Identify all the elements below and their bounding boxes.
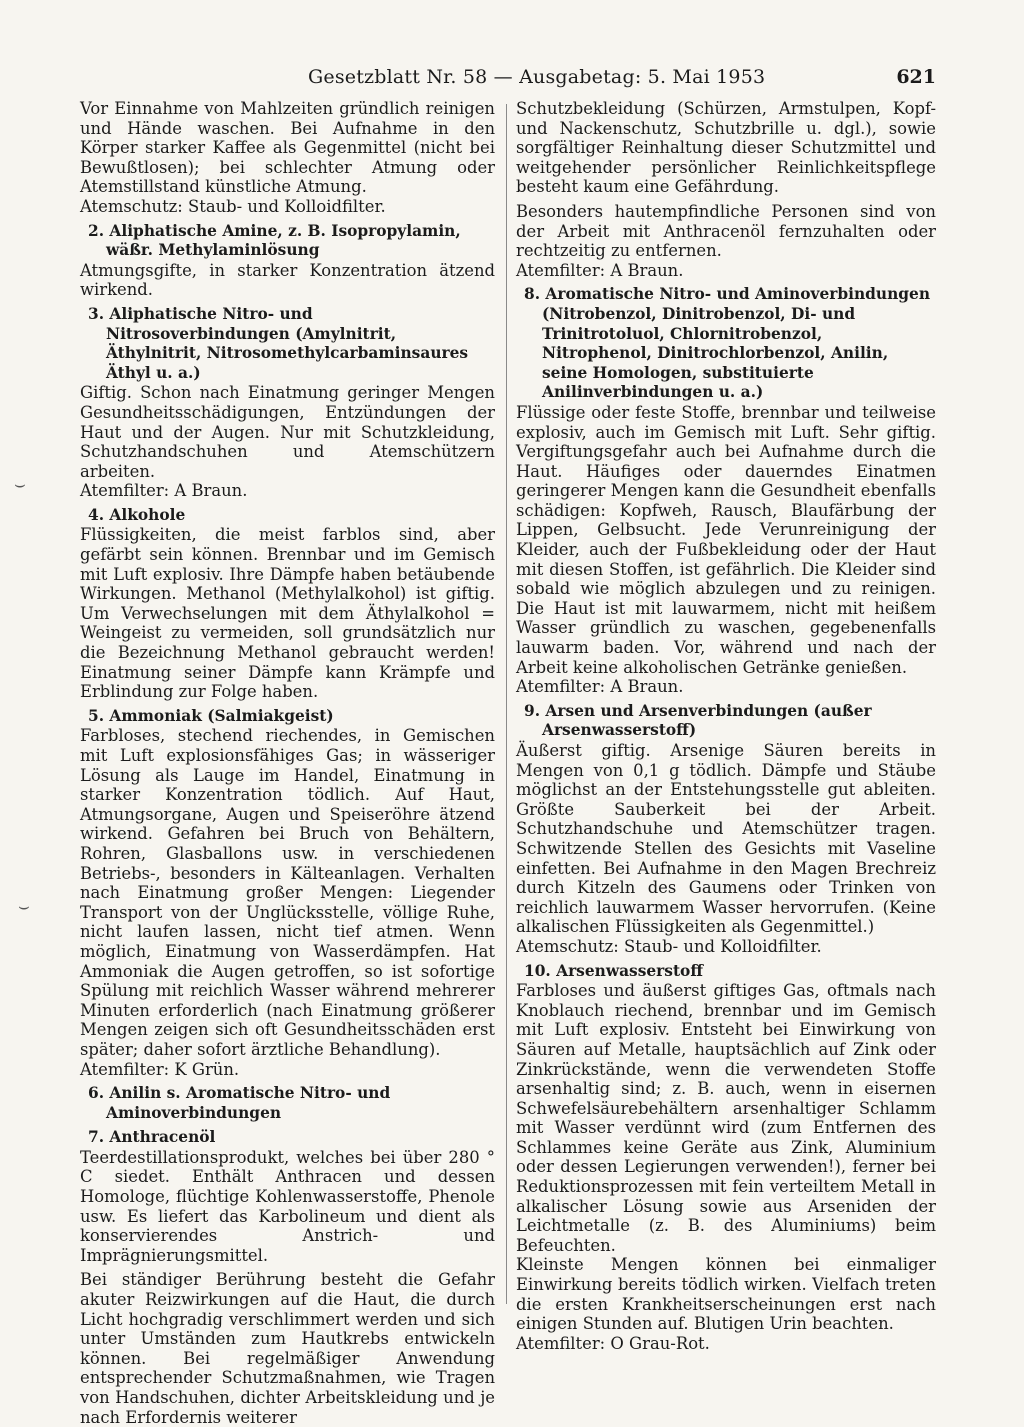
margin-mark: ⌣ xyxy=(18,896,30,917)
section-filter-10: Atemfilter: O Grau-Rot. xyxy=(516,1333,710,1353)
section-heading-5: 5. Ammoniak (Salmiakgeist) xyxy=(88,706,334,725)
section-filter-8: Atemfilter: A Braun. xyxy=(516,677,684,697)
section-text-8: Flüssige oder feste Stoffe, brennbar und teilweise explosiv, auch im Gemisch mit Luft. Sehr giftig. Vergiftungsgefahr auch bei Aufnahme durch die Haut. Häufiges oder dauerndes Einatmen geringerer Mengen kann die Gesundheit ebenfalls schädigen: Kopfweh, Rausch, Blaufärbung der Lippen, Gelbsucht. Jede Verunreinigung der Kleider, auch der Fußbekleidung oder der Haut mit diesen Stoffen, ist gefährlich. Die Kleider sind sobald wie möglich abzulegen und zu reinigen. Die Haut ist mit lauwarmem, nicht mit heißem Wasser gründlich zu waschen, gegebenenfalls lauwarm baden. Vor, während und nach der Arbeit keine alkoholischen Getränke genießen. xyxy=(516,402,936,677)
right-column xyxy=(516,99,936,1353)
section-text-7-continued: Schutzbekleidung (Schürzen, Armstulpen, Kopf- und Nackenschutz, Schutzbrille u. dgl.), sowie sorgfältiger Reinhaltung dieser Schutzmittel und weitgehender persönlicher Reinlichkeitspflege besteht kaum eine Gefährdung. xyxy=(516,99,936,197)
margin-mark: ⌣ xyxy=(14,474,26,495)
section-heading-8: 8. Aromatische Nitro- und Aminoverbindungen (Nitrobenzol, Dinitrobenzol, Di- und Trinitrotoluol, Chlornitrobenzol, Nitrophenol, Dinitrochlorbenzol, Anilin, seine Homologen, substituierte Anilinverbindungen u. a.) xyxy=(524,285,931,402)
page-number: 621 xyxy=(896,66,936,88)
section-filter-7: Atemfilter: A Braun. xyxy=(516,260,684,280)
section-text-5: Farbloses, stechend riechendes, in Gemischen mit Luft explosionsfähiges Gas; in wässeriger Lösung als Lauge im Handel, Einatmung in starker Konzentration tödlich. Auf Haut, Atmungsorgane, Augen und Speiseröhre ätzend wirkend. Gefahren bei Bruch von Behältern, Rohren, Glasballons usw. in verschiedenen Betriebs-, besonders in Kälteanlagen. Verhalten nach Einatmung großer Mengen: Liegender Transport von der Unglücksstelle, völlige Ruhe, nicht laufen lassen, nicht tief atmen. Wenn möglich, Einatmung von Wasserdämpfen. Hat Ammoniak die Augen getroffen, so ist sofortige Spülung mit reichlich Wasser während mehrerer Minuten erforderlich (nach Einatmung größerer Mengen zeigen sich oft Gesundheitsschäden erst später; daher sofort ärztliche Behandlung). xyxy=(80,726,495,1059)
section-text-4: Flüssigkeiten, die meist farblos sind, aber gefärbt sein können. Brennbar und im Gemisch mit Luft explosiv. Ihre Dämpfe haben betäubende Wirkungen. Methanol (Methylalkohol) ist giftig. Um Verwechselungen mit dem Äthylalkohol = Weingeist zu vermeiden, soll grundsätzlich nur die Bezeichnung Methanol gebraucht werden! Einatmung seiner Dämpfe kann Krämpfe und Erblindung zur Folge haben. xyxy=(80,525,495,702)
section-text-9: Äußerst giftig. Arsenige Säuren bereits in Mengen von 0,1 g tödlich. Dämpfe und Stäube möglichst an der Entstehungsstelle gut ableiten. Größte Sauberkeit bei der Arbeit. Schutzhandschuhe und Atemschützer tragen. Schwitzende Stellen des Gesichts mit Vaseline einfetten. Bei Aufnahme in den Magen Brechreiz durch Kitzeln des Gaumens oder Trinken von reichlich lauwarmem Wasser hervorrufen. (Keine alkalischen Flüssigkeiten als Gegenmittel.) xyxy=(516,741,936,937)
section-text-7c: Besonders hautempfindliche Personen sind von der Arbeit mit Anthracenöl fernzuhalten oder rechtzeitig zu entfernen. xyxy=(516,201,936,261)
section-text-7: Teerdestillationsprodukt, welches bei über 280 ° C siedet. Enthält Anthracen und dessen Homologe, flüchtige Kohlenwasserstoffe, Phenole usw. Es liefert das Karbolineum und dient als konservierendes Anstrich- und Imprägnierungsmittel. xyxy=(80,1147,495,1265)
section-atemschutz-9: Atemschutz: Staub- und Kolloidfilter. xyxy=(516,936,822,956)
gazette-title: Gesetzblatt Nr. 58 — Ausgabetag: 5. Mai 1953 xyxy=(308,66,766,88)
section-text-10: Farbloses und äußerst giftiges Gas, oftmals nach Knoblauch riechend, brennbar und im Gemisch mit Luft explosiv. Entsteht bei Einwirkung von Säuren auf Metalle, hauptsächlich auf Zink oder Zinkrückstände, wenn die verwendeten Stoffe arsenhaltig sind; z. B. auch, wenn in eisernen Schwefelsäurebehältern arsenhaltiger Schlamm mit Wasser verdünnt wird (zum Entfernen des Schlammes keine Geräte aus Zink, Aluminium oder dessen Legierungen verwenden!), ferner bei Reduktionsprozessen mit fein verteiltem Metall in alkalischer Lösung sowie aus Arseniden der Leichtmetalle (z. B. des Aluminiums) beim Befeuchten. xyxy=(516,981,936,1255)
section-filter-5: Atemfilter: K Grün. xyxy=(80,1059,240,1079)
section-filter-3: Atemfilter: A Braun. xyxy=(80,481,248,501)
section-text-3: Giftig. Schon nach Einatmung geringer Mengen Gesundheitsschädigungen, Entzündungen der Haut und der Augen. Nur mit Schutzkleidung, Schutzhandschuhen und Atemschützern arbeiten. xyxy=(80,383,495,481)
section-heading-7: 7. Anthracenöl xyxy=(88,1128,216,1147)
section-heading-4: 4. Alkohole xyxy=(88,505,186,524)
section-heading-2: 2. Aliphatische Amine, z. B. Isopropylamin, wäßr. Methylaminlösung xyxy=(88,221,461,260)
section-heading-9: 9. Arsen und Arsenverbindungen (außer Arsenwasserstoff) xyxy=(524,701,872,740)
page-header xyxy=(80,66,936,92)
intro-paragraph: Vor Einnahme von Mahlzeiten gründlich reinigen und Hände waschen. Bei Aufnahme in den Körper starker Kaffee als Gegenmittel (nicht bei Bewußtlosen); bei schlechter Atmung oder Atemstillstand künstliche Atmung. xyxy=(80,99,495,197)
section-text-2: Atmungsgifte, in starker Konzentration ätzend wirkend. xyxy=(80,260,495,300)
section-heading-6: 6. Anilin s. Aromatische Nitro- und Aminoverbindungen xyxy=(88,1084,391,1122)
left-column xyxy=(80,99,495,1427)
intro-atemschutz: Atemschutz: Staub- und Kolloidfilter. xyxy=(80,196,386,216)
section-heading-10: 10. Arsenwasserstoff xyxy=(524,961,703,980)
section-text-7b: Bei ständiger Berührung besteht die Gefahr akuter Reizwirkungen auf die Haut, die durch Licht hochgradig verschlimmert werden und sich unter Umständen zum Hautkrebs entwickeln können. Bei regelmäßiger Anwendung entsprechender Schutzmaßnahmen, wie Tragen von Handschuhen, dichter Arbeitskleidung und je nach Erfordernis weiterer xyxy=(80,1270,495,1427)
section-text-10b: Kleinste Mengen können bei einmaliger Einwirkung bereits tödlich wirken. Vielfach treten die ersten Krankheitserscheinungen erst nach einigen Stunden auf. Blutigen Urin beachten. xyxy=(516,1255,936,1334)
column-divider xyxy=(506,104,507,1304)
section-heading-3: 3. Aliphatische Nitro- und Nitrosoverbindungen (Amylnitrit, Äthylnitrit, Nitrosomethylcarbaminsaures Äthyl u. a.) xyxy=(88,304,469,382)
